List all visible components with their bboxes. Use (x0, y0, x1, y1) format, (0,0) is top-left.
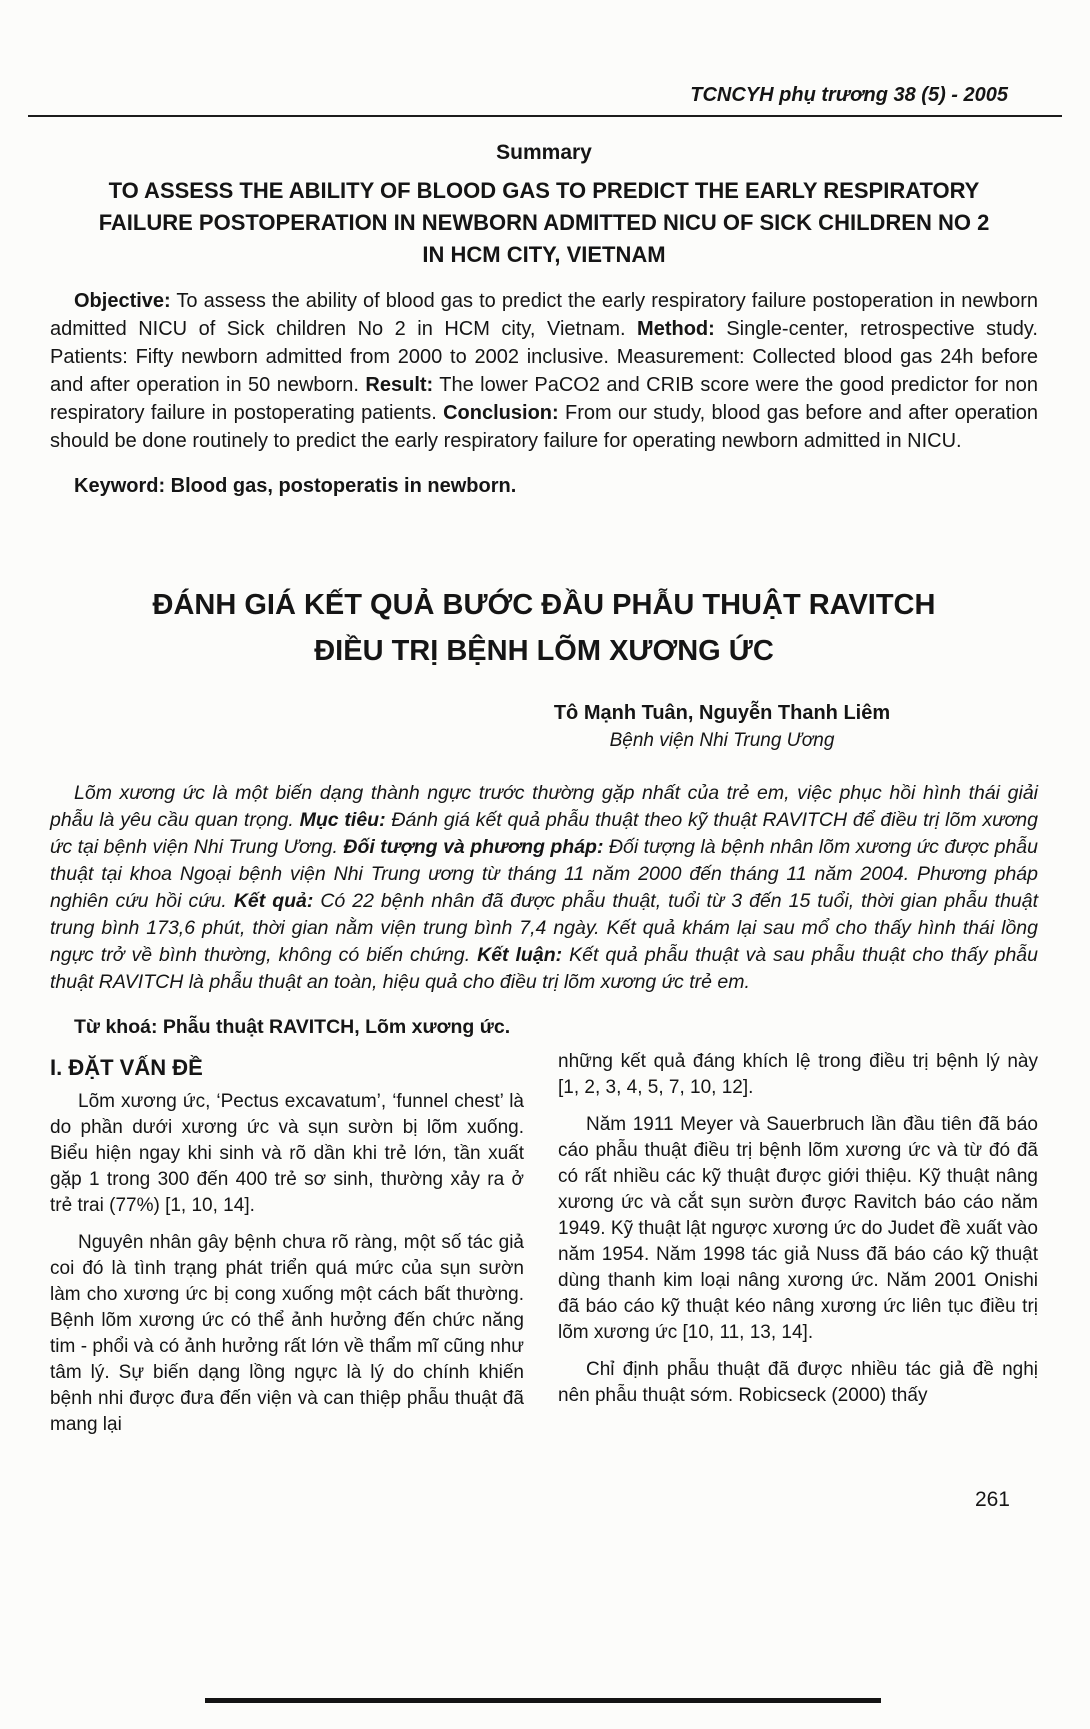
two-column-body (50, 1049, 1038, 1449)
abstract-text-run: The lower PaCO2 and CRIB score were the good predictor for non respiratory failure in postoperating patients. (50, 374, 1038, 424)
abstract-label-run: Kết quả: (233, 890, 314, 912)
body-paragraph: Lõm xương ức, ‘Pectus excavatum’, ‘funnel chest’ là do phần dưới xương ức và sụn sườn bị lõm xuống. Biểu hiện ngay khi sinh và rõ dần khi trẻ lớn, tần xuất gặp 1 trong 300 đến 400 trẻ sơ sinh, thường xảy ra ở trẻ trai (77%) [1, 10, 14]. (50, 1090, 524, 1216)
body-paragraph: những kết quả đáng khích lệ trong điều trị bệnh lý này [1, 2, 3, 4, 5, 7, 10, 12]. (558, 1050, 1038, 1098)
abstract-text-run: To assess the ability of blood gas to predict the early respiratory failure postoperation in newborn admitted NICU of Sick children No 2 in HCM city, Vietnam. (50, 290, 1038, 340)
english-title: TO ASSESS THE ABILITY OF BLOOD GAS TO PREDICT THE EARLY RESPIRATORY FAILURE POSTOPERATION IN NEWBORN ADMITTED NICU OF SICK CHILDREN NO 2 IN HCM CITY, VIETNAM (98, 178, 990, 267)
page-number: 261 (974, 1488, 1010, 1511)
left-column (50, 1049, 524, 1449)
abstract-label-run: Conclusion: (443, 402, 559, 424)
affiliation: Bệnh viện Nhi Trung Ương (609, 730, 835, 751)
abstract-text-run: Single-center, retrospective study. Patients: Fifty newborn admitted from 2000 to 2002 inclusive. Measurement: Collected blood gas 24h before and after operation in 50 newborn. (50, 318, 1038, 396)
abstract-label-run: Mục tiêu: (299, 809, 386, 831)
abstract-label-run: Result: (365, 374, 434, 396)
abstract-text-run: Lõm xương ức là một biến dạng thành ngực trước thường gặp nhất của trẻ em, việc phục hồi hình thái giải phẫu là yêu cầu quan trọng. (50, 782, 1038, 831)
right-column (558, 1049, 1038, 1449)
body-paragraph: Nguyên nhân gây bệnh chưa rõ ràng, một số tác giả coi đó là tình trạng phát triển quá mức của sụn sườn làm cho xương ức bị cong xuống một cách bất thường. Bệnh lõm xương ức có thể ảnh hưởng đến chức năng tim - phổi và có ảnh hưởng rất lớn về thẩm mĩ cũng như tâm lý. Sự biến dạng lồng ngực là lý do chính khiến bệnh nhi được đưa đến viện và can thiệp phẫu thuật đã mang lại (50, 1231, 524, 1435)
authors-block (356, 700, 1088, 754)
body-paragraph: Năm 1911 Meyer và Sauerbruch lần đầu tiên đã báo cáo phẫu thuật điều trị bệnh lõm xương ức và từ đó đã có rất nhiều các kỹ thuật được giới thiệu. Kỹ thuật nâng xương ức và cắt sụn sườn được Ravitch báo cáo năm 1949. Kỹ thuật lật ngược xương ức do Judet đề xuất vào năm 1954. Năm 1998 tác giả Nuss đã báo cáo kỹ thuật dùng thanh kim loại nâng xương ức. Năm 2001 Onishi đã báo cáo kỹ thuật kéo nâng xương ức liên tục điều trị lõm xương ức [10, 11, 13, 14]. (558, 1113, 1038, 1343)
summary-heading: Summary (496, 141, 592, 164)
vietnamese-title (50, 582, 1038, 674)
abstract-text-run: Đánh giá kết quả phẫu thuật theo kỹ thuật RAVITCH để điều trị lõm xương ức tại bệnh viện Nhi Trung Ương. (50, 809, 1038, 858)
vietnamese-abstract (50, 780, 1038, 996)
abstract-text-run: Kết quả phẫu thuật và sau phẫu thuật cho thấy phẫu thuật RAVITCH là phẫu thuật an toàn, hiệu quả cho điều trị lõm xương ức trẻ em. (50, 944, 1038, 993)
journal-header: TCNCYH phụ trương 38 (5) - 2005 (690, 84, 1008, 106)
bottom-rule (205, 1698, 881, 1703)
body-paragraph: Chỉ định phẫu thuật đã được nhiều tác giả đề nghị nên phẫu thuật sớm. Robicseck (2000) thấy (558, 1358, 1038, 1406)
abstract-label-run: Method: (637, 318, 715, 340)
abstract-label-run: Kết luận: (477, 944, 563, 966)
header-rule (28, 115, 1062, 117)
abstract-text-run: Có 22 bệnh nhân đã được phẫu thuật, tuổi từ 3 đến 15 tuổi, thời gian phẫu thuật trung bình 173,6 phút, thời gian nằm viện trung bình 7,4 ngày. Kết quả khám lại sau mổ cho thấy hình thái lồng ngực trở về bình thường, không có biến chứng. (50, 890, 1039, 966)
vietnamese-keywords-line: Từ khoá: Phẫu thuật RAVITCH, Lõm xương ức. (74, 1015, 511, 1038)
abstract-text-run: Đối tượng là bệnh nhân lõm xương ức được phẫu thuật tại khoa Ngoại bệnh viện Nhi Trung ương từ tháng 11 năm 2000 đến tháng 11 năm 2004. Phương pháp nghiên cứu hồi cứu. (50, 836, 1038, 912)
vietnamese-title-line1: ĐÁNH GIÁ KẾT QUẢ BƯỚC ĐẦU PHẪU THUẬT RAVITCH (152, 589, 936, 621)
english-abstract (50, 287, 1038, 455)
authors: Tô Mạnh Tuân, Nguyễn Thanh Liêm (553, 702, 891, 724)
abstract-label-run: Objective: (74, 290, 171, 312)
abstract-label-run: Đối tượng và phương pháp: (343, 836, 604, 858)
section-heading-dat-van-de: I. ĐẶT VẤN ĐỀ (50, 1054, 203, 1080)
abstract-text-run: From our study, blood gas before and after operation should be done routinely to predict the early respiratory failure for operating newborn admitted in NICU. (50, 402, 1038, 452)
vietnamese-title-line2: ĐIỀU TRỊ BỆNH LÕM XƯƠNG ỨC (314, 635, 774, 667)
english-keyword-line: Keyword: Blood gas, postoperatis in newborn. (74, 475, 517, 497)
